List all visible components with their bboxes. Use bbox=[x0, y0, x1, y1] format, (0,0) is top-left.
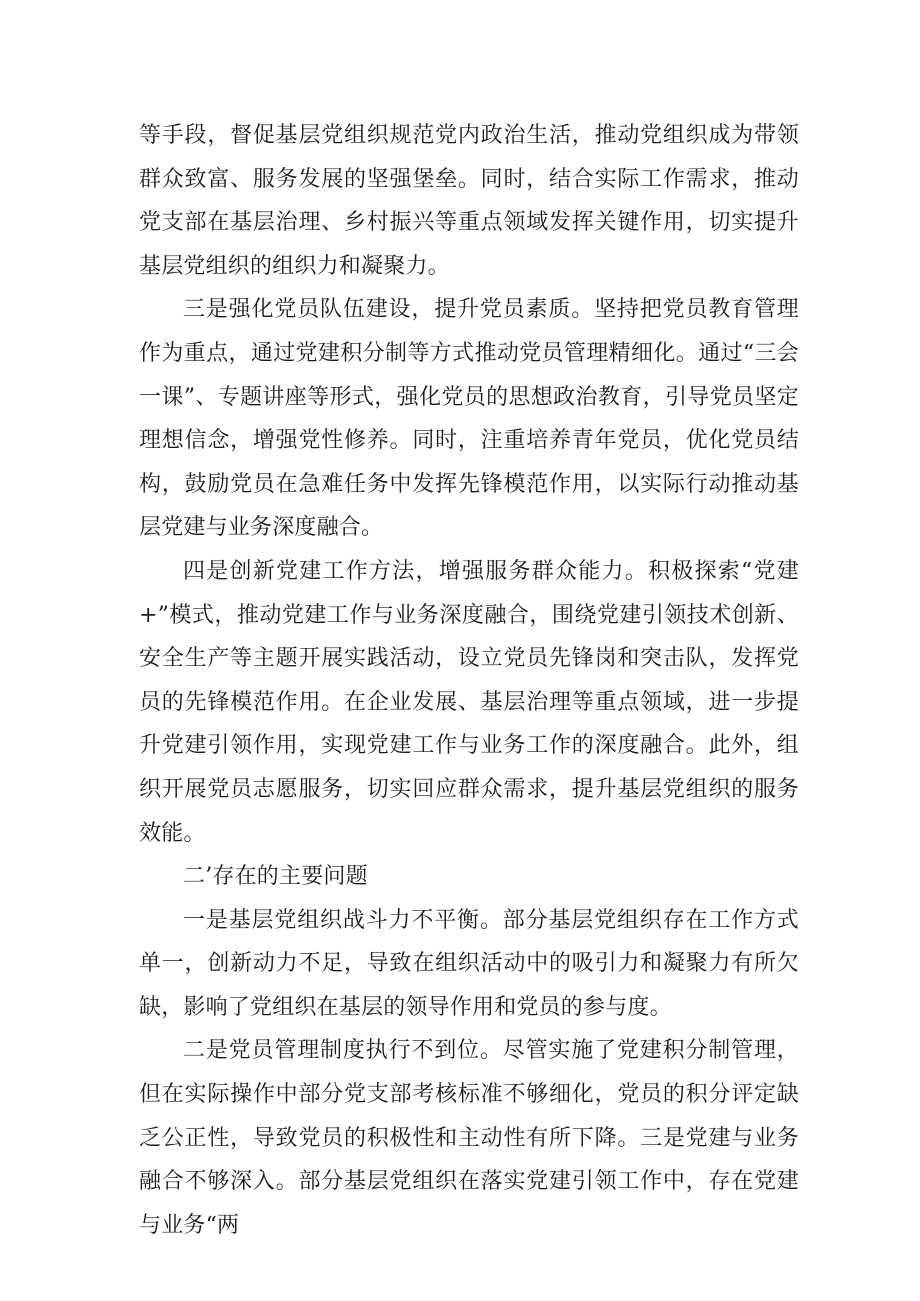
paragraph-management-system: 二是党员管理制度执行不到位。尽管实施了党建积分制管理，但在实际操作中部分党支部考核标准不够细化，党员的积分评定缺乏公正性，导致党员的积极性和主动性有所下降。三是党建与业务融合不够深入。部分基层党组织在落实党建引领工作中，存在党建与业务“两 bbox=[139, 1038, 799, 1238]
paragraph-continued: 等手段，督促基层党组织规范党内政治生活，推动党组织成为带领群众致富、服务发展的坚强堡垒。同时，结合实际工作需求，推动党支部在基层治理、乡村振兴等重点领域发挥关键作用，切实提升基层党组织的组织力和凝聚力。 bbox=[139, 123, 799, 279]
paragraph-innovation-methods: 四是创新党建工作方法，增强服务群众能力。积极探索“党建+”模式，推动党建工作与业务深度融合，围绕党建引领技术创新、安全生产等主题开展实践活动，设立党员先锋岗和突击队，发挥党员的先锋模范作用。在企业发展、基层治理等重点领域，进一步提升党建引领作用，实现党建工作与业务工作的深度融合。此外，组织开展党员志愿服务，切实回应群众需求，提升基层党组织的服务效能。 bbox=[139, 558, 799, 846]
paragraph-party-member-team: 三是强化党员队伍建设，提升党员素质。坚持把党员教育管理作为重点，通过党建积分制等方式推动党员管理精细化。通过“三会一课”、专题讲座等形式，强化党员的思想政治教育，引导党员坚定理想信念，增强党性修养。同时，注重培养青年党员，优化党员结构，鼓励党员在急难任务中发挥先锋模范作用，以实际行动推动基层党建与业务深度融合。 bbox=[139, 297, 799, 541]
document-body bbox=[139, 114, 799, 1247]
section-heading-problems: 二’存在的主要问题 bbox=[183, 864, 368, 890]
paragraph-combat-capability: 一是基层党组织战斗力不平衡。部分基层党组织存在工作方式单一，创新动力不足，导致在组织活动中的吸引力和凝聚力有所欠缺，影响了党组织在基层的领导作用和党员的参与度。 bbox=[139, 907, 799, 1020]
